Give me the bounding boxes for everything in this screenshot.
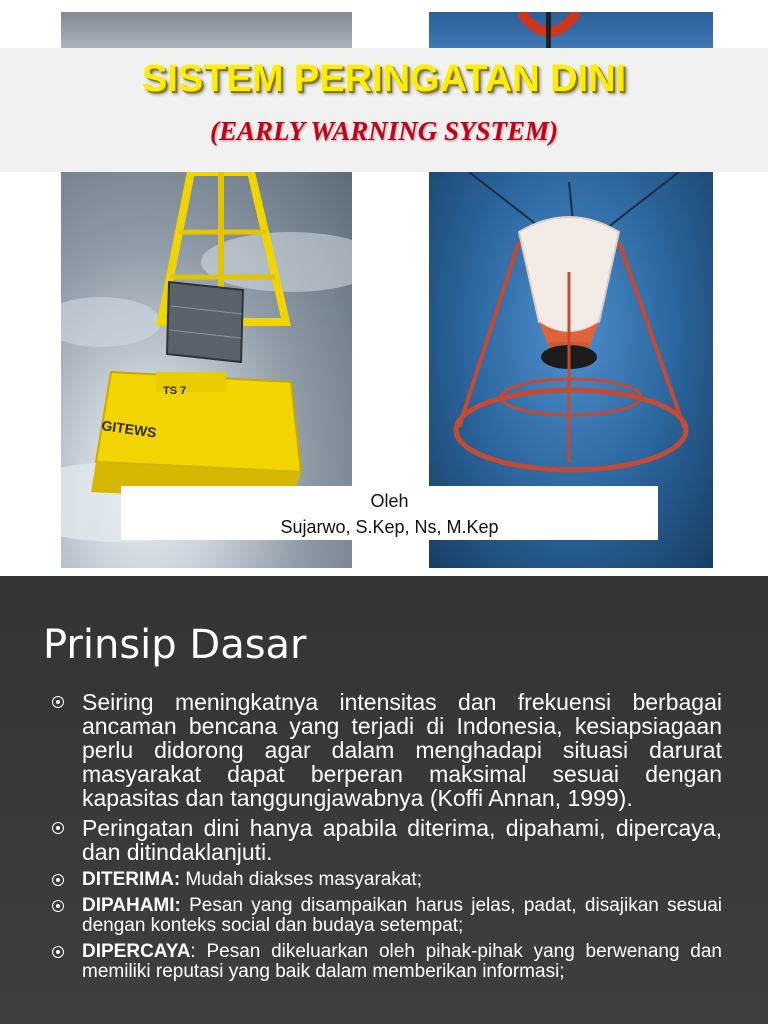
- author-name: Sujarwo, S.Kep, Ns, M.Kep: [280, 517, 499, 537]
- slide-title: SISTEM PERINGATAN DINI: [141, 58, 627, 100]
- buoy-yellow-photo-top: [61, 12, 352, 48]
- bullet-text: Seiring meningkatnya intensitas dan frekuensi berbagai ancaman bencana yang terjadi di Indonesia, kesiapsiagaan perlu didorong agar dalam menghadapi situasi darurat masyarakat dapat berperan maksimal sesuai dengan kapasitas dan tanggungjawabnya (Koffi Annan, 1999).: [82, 689, 722, 811]
- bullet-icon: [52, 900, 64, 912]
- svg-text:GITEWS: GITEWS: [100, 417, 158, 441]
- bullet-term: DIPAHAMI:: [82, 895, 181, 916]
- bullet-text: : Pesan dikeluarkan oleh pihak-pihak yang berwenang dan memiliki reputasi yang baik dalam memberikan informasi;: [82, 941, 722, 982]
- bullet-icon: [52, 696, 64, 708]
- list-item: [48, 690, 722, 810]
- list-item: [48, 870, 722, 890]
- slide-subtitle: (EARLY WARNING SYSTEM): [209, 116, 559, 146]
- list-item: [48, 942, 722, 982]
- bullet-list: [48, 690, 722, 988]
- bullet-text: Peringatan dini hanya apabila diterima, dipahami, dipercaya, dan ditindaklanjuti.: [82, 815, 722, 865]
- bullet-text: Pesan yang disampaikan harus jelas, padat, disajikan sesuai dengan konteks social dan budaya setempat;: [82, 895, 722, 936]
- list-item: [48, 896, 722, 936]
- bullet-term: DIPERCAYA: [82, 941, 191, 962]
- svg-text:TS 7: TS 7: [163, 385, 187, 397]
- float-ring-icon: [429, 12, 713, 48]
- author-box: [121, 486, 658, 540]
- bullet-text: Mudah diakses masyarakat;: [180, 869, 422, 890]
- bullet-term: DITERIMA:: [82, 869, 181, 890]
- by-label: Oleh: [370, 491, 409, 511]
- bullet-icon: [52, 946, 64, 958]
- buoy-white-frame-photo-top: [429, 12, 713, 48]
- slide-heading: Prinsip Dasar: [43, 622, 307, 668]
- bullet-icon: [52, 874, 64, 886]
- list-item: [48, 816, 722, 864]
- content-slide: [0, 576, 768, 1024]
- bullet-icon: [52, 822, 64, 834]
